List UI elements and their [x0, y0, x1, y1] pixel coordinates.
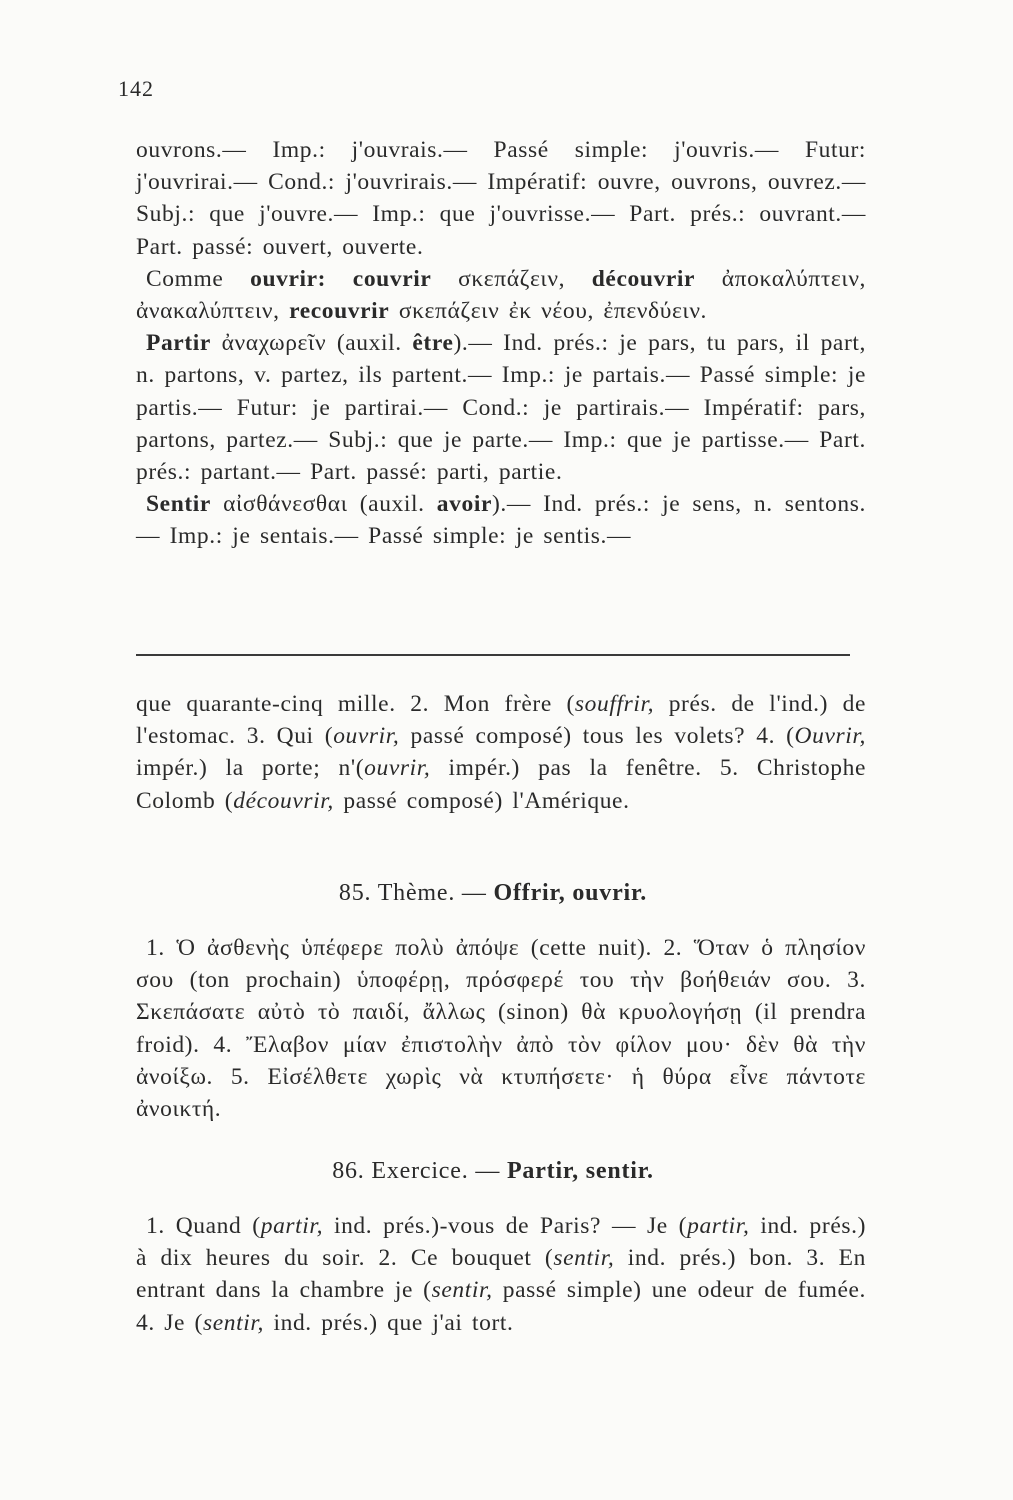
verb-sentir: Sentir	[146, 491, 211, 518]
exercise-86-body	[136, 1210, 866, 1339]
verb-couvrir: couvrir	[352, 265, 432, 292]
italic-verb: partir,	[260, 1213, 324, 1239]
text-run: ind. prés.) à dix heures du soir. 2. Ce bouquet (	[136, 1213, 866, 1272]
greek-sentir: αἰσθάνεσθαι (auxil.	[223, 491, 425, 518]
section-86-text	[136, 1210, 866, 1339]
italic-verb: sentir,	[553, 1245, 615, 1272]
text-run: ind. prés.)-vous de Paris? — Je (	[323, 1213, 688, 1239]
heading-85-dash: —	[455, 880, 494, 906]
aux-etre: être	[412, 330, 454, 357]
greek-decouvrir: ἀποκαλύπτειν, ἀνακαλύπτειν,	[136, 265, 867, 325]
heading-86-dash: —	[468, 1158, 507, 1184]
divider-rule	[136, 654, 850, 656]
paragraph-comme-ouvrir	[136, 263, 866, 327]
exercise-continuation-text	[136, 688, 866, 817]
italic-verb: ouvrir,	[364, 755, 431, 782]
conjugation-sentir: ).— Ind. prés.: je sens, n. sentons.— Imp.: je sentais.— Passé simple: je sentis.—	[136, 491, 866, 550]
exercise-continuation	[136, 688, 866, 817]
text-run: ind. prés.) bon. 3. En entrant dans la chambre je (	[136, 1245, 866, 1304]
section-85-text	[136, 932, 866, 1125]
greek-partir: ἀναχωρεῖν (auxil.	[221, 330, 402, 357]
paragraph-sentir	[136, 488, 866, 552]
heading-85-title: Offrir, ouvrir.	[493, 880, 648, 906]
verb-decouvrir: découvrir	[591, 265, 696, 292]
text-run: passé composé) l'Amérique.	[333, 787, 630, 814]
greek-couvrir: σκεπάζειν,	[458, 265, 566, 292]
section-heading-86	[136, 1158, 850, 1185]
text-run: passé simple) une odeur de fumée. 4. Je (	[136, 1277, 867, 1336]
italic-verb: Ouvrir,	[794, 723, 866, 750]
heading-86-number: 86. Exercice.	[332, 1158, 469, 1184]
italic-verb: ouvrir,	[333, 723, 400, 750]
verb-partir: Partir	[146, 330, 211, 357]
text-run: que quarante-cinq mille. 2. Mon frère (	[136, 691, 575, 717]
heading-86-title: Partir, sentir.	[506, 1158, 654, 1184]
heading-85-number: 85. Thème.	[338, 880, 456, 906]
conjugation-partir: ).— Ind. prés.: je pars, tu pars, il part, n. partons, v. partez, ils partent.— Imp.: je partais.— Passé simple: je partis.— Futur: je partirai.— Cond.: je partirais.— Impératif: pars, partons, partez.— Subj.: que je parte.— Imp.: que je partisse.— Part. prés.: partant.— Part. passé: parti, partie.	[136, 330, 866, 486]
verb-recouvrir: recouvrir	[289, 298, 390, 325]
italic-verb: découvrir,	[233, 787, 334, 814]
text-run: 1. Quand (	[146, 1213, 261, 1239]
grammar-section	[136, 134, 866, 553]
section-heading-85	[136, 880, 850, 907]
theme-85-body: 1. Ὁ ἀσθενὴς ὑπέφερε πολὺ ἀπόψε (cette nuit). 2. Ὅταν ὁ πλησίον σου (ton prochain) ὑποφέρῃ, πρόσφερέ του τὴν βοήθειάν σου. 3. Σκεπάσατε αὐτὸ τὸ παιδί, ἄλλως (sinon) θὰ κρυολογήσῃ (il prendra froid). 4. Ἔλαβον μίαν ἐπιστολὴν ἀπὸ τὸν φίλον μου· δὲν θὰ τὴν ἀνοίξω. 5. Εἰσέλθετε χωρὶς νὰ κτυπήσετε· ἡ θύρα εἶνε πάντοτε ἀνοικτή.	[136, 935, 866, 1123]
conjugation-ouvrir: ouvrons.— Imp.: j'ouvrais.— Passé simple: j'ouvris.— Futur: j'ouvrirai.— Cond.: j'ouvrirais.— Impératif: ouvre, ouvrons, ouvrez.— Subj.: que j'ouvre.— Imp.: que j'ouvrisse.— Part. prés.: ouvrant.— Part. passé: ouvert, ouverte.	[136, 137, 866, 260]
page-number: 142	[118, 76, 154, 101]
text-run: impér.) la porte; n'(	[136, 755, 365, 782]
italic-verb: partir,	[687, 1213, 750, 1239]
italic-verb: sentir,	[431, 1277, 493, 1304]
text-run: impér.) pas la fenêtre. 5. Christophe Colomb (	[136, 755, 866, 814]
paragraph-partir	[136, 327, 866, 488]
italic-verb: souffrir,	[574, 691, 655, 717]
text-run: prés. de l'ind.) de l'estomac. 3. Qui (	[136, 691, 866, 750]
italic-verb: sentir,	[202, 1309, 264, 1336]
verb-ouvrir: ouvrir:	[250, 265, 327, 292]
text-run: ind. prés.) que j'ai tort.	[263, 1309, 514, 1336]
comme-lead: Comme	[146, 265, 224, 292]
text-run: passé composé) tous les volets? 4. (	[399, 723, 795, 750]
greek-recouvrir: σκεπάζειν ἐκ νέου, ἐπενδύειν.	[398, 298, 708, 325]
aux-avoir: avoir	[436, 491, 492, 518]
